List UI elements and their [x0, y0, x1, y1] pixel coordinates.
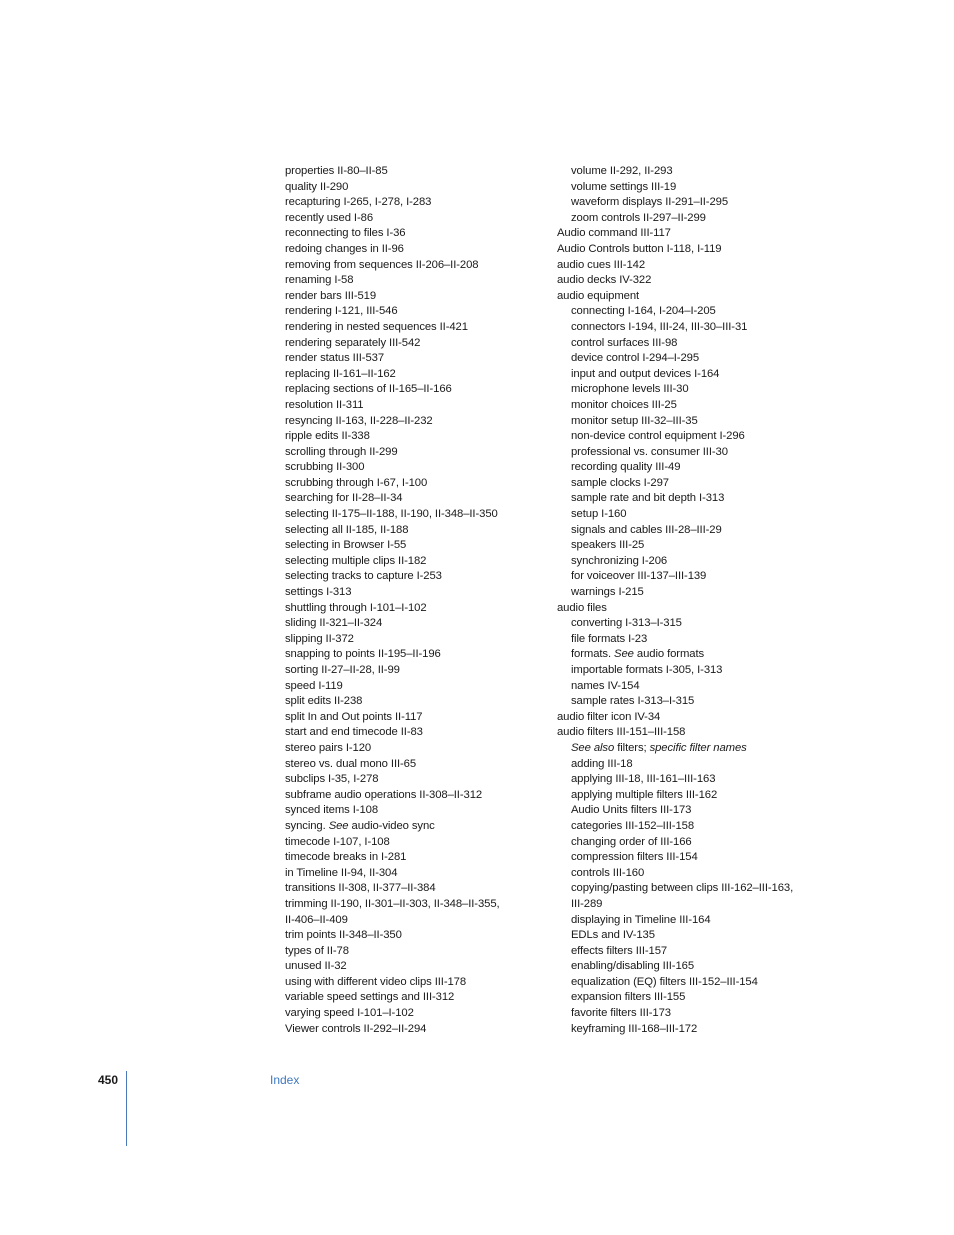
index-entry: [285, 819, 535, 835]
index-entry: Audio command III-117: [557, 227, 671, 240]
index-entry: recapturing I-265, I-278, I-283: [285, 196, 432, 209]
index-entry: for voiceover III-137–III-139: [571, 570, 707, 583]
index-entry: sample rates I-313–I-315: [571, 695, 695, 708]
index-entry: in Timeline II-94, II-304: [285, 866, 398, 879]
index-entry: Audio Controls button I-118, I-119: [557, 242, 722, 255]
index-entry: device control I-294–I-295: [571, 352, 700, 365]
entry-text: syncing.: [285, 819, 329, 832]
index-entry: [557, 741, 827, 757]
index-entry: removing from sequences II-206–II-208: [285, 258, 479, 271]
index-entry: slipping II-372: [285, 632, 354, 645]
index-entry: using with different video clips III-178: [285, 975, 467, 988]
index-entry: stereo vs. dual mono III-65: [285, 757, 417, 770]
footer-divider: [126, 1071, 127, 1146]
index-entry: trim points II-348–II-350: [285, 929, 402, 942]
index-entry: recording quality III-49: [571, 461, 681, 474]
index-entry: subframe audio operations II-308–II-312: [285, 788, 483, 801]
index-entry: II-406–II-409: [285, 913, 348, 926]
index-entry: audio filter icon IV-34: [557, 710, 661, 723]
index-entry: sorting II-27–II-28, II-99: [285, 664, 400, 676]
index-entry: connecting I-164, I-204–I-205: [571, 305, 716, 318]
entry-text: formats.: [571, 648, 615, 661]
index-entry: properties II-80–II-85: [285, 165, 388, 177]
index-entry: selecting multiple clips II-182: [285, 554, 427, 567]
index-entry: ripple edits II-338: [285, 430, 370, 443]
index-entry: favorite filters III-173: [571, 1007, 671, 1020]
cross-reference-label: See: [614, 648, 634, 661]
index-entry: monitor setup III-32–III-35: [571, 414, 698, 427]
index-entry: file formats I-23: [571, 632, 648, 645]
index-entry: signals and cables III-28–III-29: [571, 523, 722, 536]
index-entry: changing order of III-166: [571, 835, 692, 848]
index-entry: equalization (EQ) filters III-152–III-154: [571, 975, 758, 988]
index-entry: scrubbing II-300: [285, 461, 365, 474]
index-entry: reconnecting to files I-36: [285, 227, 406, 240]
index-entry: setup I-160: [571, 508, 627, 521]
index-entry: split edits II-238: [285, 695, 363, 708]
index-entry: replacing II-161–II-162: [285, 367, 396, 380]
index-entry: converting I-313–I-315: [571, 617, 682, 630]
index-entry: varying speed I-101–I-102: [285, 1007, 414, 1020]
index-entry: timecode I-107, I-108: [285, 835, 390, 848]
index-entry: redoing changes in II-96: [285, 242, 404, 255]
index-entry: snapping to points II-195–II-196: [285, 648, 441, 661]
index-entry: render status III-537: [285, 352, 384, 365]
index-entry: synced items I-108: [285, 804, 379, 817]
index-entry: resolution II-311: [285, 398, 364, 411]
index-column-left: [285, 164, 535, 1037]
index-entry: enabling/disabling III-165: [571, 960, 695, 973]
index-entry: speakers III-25: [571, 539, 645, 552]
index-entry: adding III-18: [571, 757, 633, 770]
section-label: Index: [270, 1073, 300, 1087]
index-entry: zoom controls II-297–II-299: [571, 211, 706, 224]
entry-text: filters;: [614, 741, 650, 754]
index-entry: selecting tracks to capture I-253: [285, 570, 442, 583]
index-entry: non-device control equipment I-296: [571, 430, 745, 443]
index-entry: renaming I-58: [285, 274, 354, 287]
index-entry: warnings I-215: [571, 586, 644, 599]
index-entry: searching for II-28–II-34: [285, 492, 403, 505]
index-entry: audio files: [557, 601, 607, 614]
index-entry: Audio Units filters III-173: [571, 804, 692, 817]
index-entry: EDLs and IV-135: [571, 929, 655, 942]
index-entry: selecting in Browser I-55: [285, 539, 407, 552]
index-entry: professional vs. consumer III-30: [571, 445, 728, 458]
entry-text: audio formats: [633, 648, 705, 661]
index-entry: control surfaces III-98: [571, 336, 678, 349]
index-entry: expansion filters III-155: [571, 991, 686, 1004]
cross-reference-label: specific filter names: [649, 741, 747, 754]
index-entry: connectors I-194, III-24, III-30–III-31: [571, 320, 748, 333]
index-entry: audio equipment: [557, 289, 640, 302]
index-entry: resyncing II-163, II-228–II-232: [285, 414, 433, 427]
index-entry: quality II-290: [285, 180, 349, 193]
index-entry: rendering in nested sequences II-421: [285, 320, 468, 333]
index-entry: variable speed settings and III-312: [285, 991, 455, 1004]
index-entry: selecting II-175–II-188, II-190, II-348–II-350: [285, 508, 498, 521]
index-entry: compression filters III-154: [571, 851, 698, 864]
index-entry: applying III-18, III-161–III-163: [571, 773, 716, 786]
index-entry: sample clocks I-297: [571, 476, 669, 489]
index-entry: recently used I-86: [285, 211, 373, 224]
index-entry: rendering separately III-542: [285, 336, 421, 349]
index-entry: settings I-313: [285, 586, 352, 599]
index-entry: audio filters III-151–III-158: [557, 726, 686, 739]
index-entry: controls III-160: [571, 866, 645, 879]
index-entry: timecode breaks in I-281: [285, 851, 407, 864]
index-entry: microphone levels III-30: [571, 383, 689, 396]
index-entry: keyframing III-168–III-172: [571, 1022, 698, 1035]
cross-reference-label: See also: [571, 741, 615, 754]
index-entry: categories III-152–III-158: [571, 819, 694, 832]
index-entry: audio cues III-142: [557, 258, 646, 271]
index-entry: Viewer controls II-292–II-294: [285, 1022, 427, 1035]
index-entry: applying multiple filters III-162: [571, 788, 718, 801]
index-entry: volume II-292, II-293: [571, 165, 673, 177]
index-entry: names IV-154: [571, 679, 640, 692]
index-entry: III-289: [571, 897, 603, 910]
index-entry: scrubbing through I-67, I-100: [285, 476, 428, 489]
index-entry: sliding II-321–II-324: [285, 617, 383, 630]
index-entry: waveform displays II-291–II-295: [571, 196, 729, 209]
index-entry: trimming II-190, II-301–II-303, II-348–II-355,: [285, 897, 500, 910]
index-entry: rendering I-121, III-546: [285, 305, 398, 318]
index-entry: audio decks IV-322: [557, 274, 652, 287]
index-entry: importable formats I-305, I-313: [571, 664, 723, 676]
index-entry: render bars III-519: [285, 289, 377, 302]
index-entry: subclips I-35, I-278: [285, 773, 379, 786]
index-entry: synchronizing I-206: [571, 554, 668, 567]
index-entry: selecting all II-185, II-188: [285, 523, 409, 536]
index-entry: effects filters III-157: [571, 944, 668, 957]
index-entry: start and end timecode II-83: [285, 726, 423, 739]
cross-reference-label: See: [328, 819, 349, 832]
index-entry: monitor choices III-25: [571, 398, 677, 411]
index-entry: [557, 647, 827, 663]
index-entry: displaying in Timeline III-164: [571, 913, 711, 926]
index-entry: sample rate and bit depth I-313: [571, 492, 725, 505]
index-entry: stereo pairs I-120: [285, 741, 372, 754]
index-entry: split In and Out points II-117: [285, 710, 423, 723]
index-entry: shuttling through I-101–I-102: [285, 601, 427, 614]
index-entry: replacing sections of II-165–II-166: [285, 383, 452, 396]
index-column-right: [557, 164, 827, 1037]
index-entry: types of II-78: [285, 944, 349, 957]
index-entry: speed I-119: [285, 679, 343, 692]
index-entry: volume settings III-19: [571, 180, 677, 193]
index-entry: input and output devices I-164: [571, 367, 720, 380]
index-entry: unused II-32: [285, 960, 347, 973]
index-entry: transitions II-308, II-377–II-384: [285, 882, 436, 895]
page-number: 450: [98, 1073, 119, 1087]
entry-text: audio-video sync: [348, 819, 435, 832]
index-entry: copying/pasting between clips III-162–III-163,: [571, 882, 794, 895]
index-entry: scrolling through II-299: [285, 445, 398, 458]
